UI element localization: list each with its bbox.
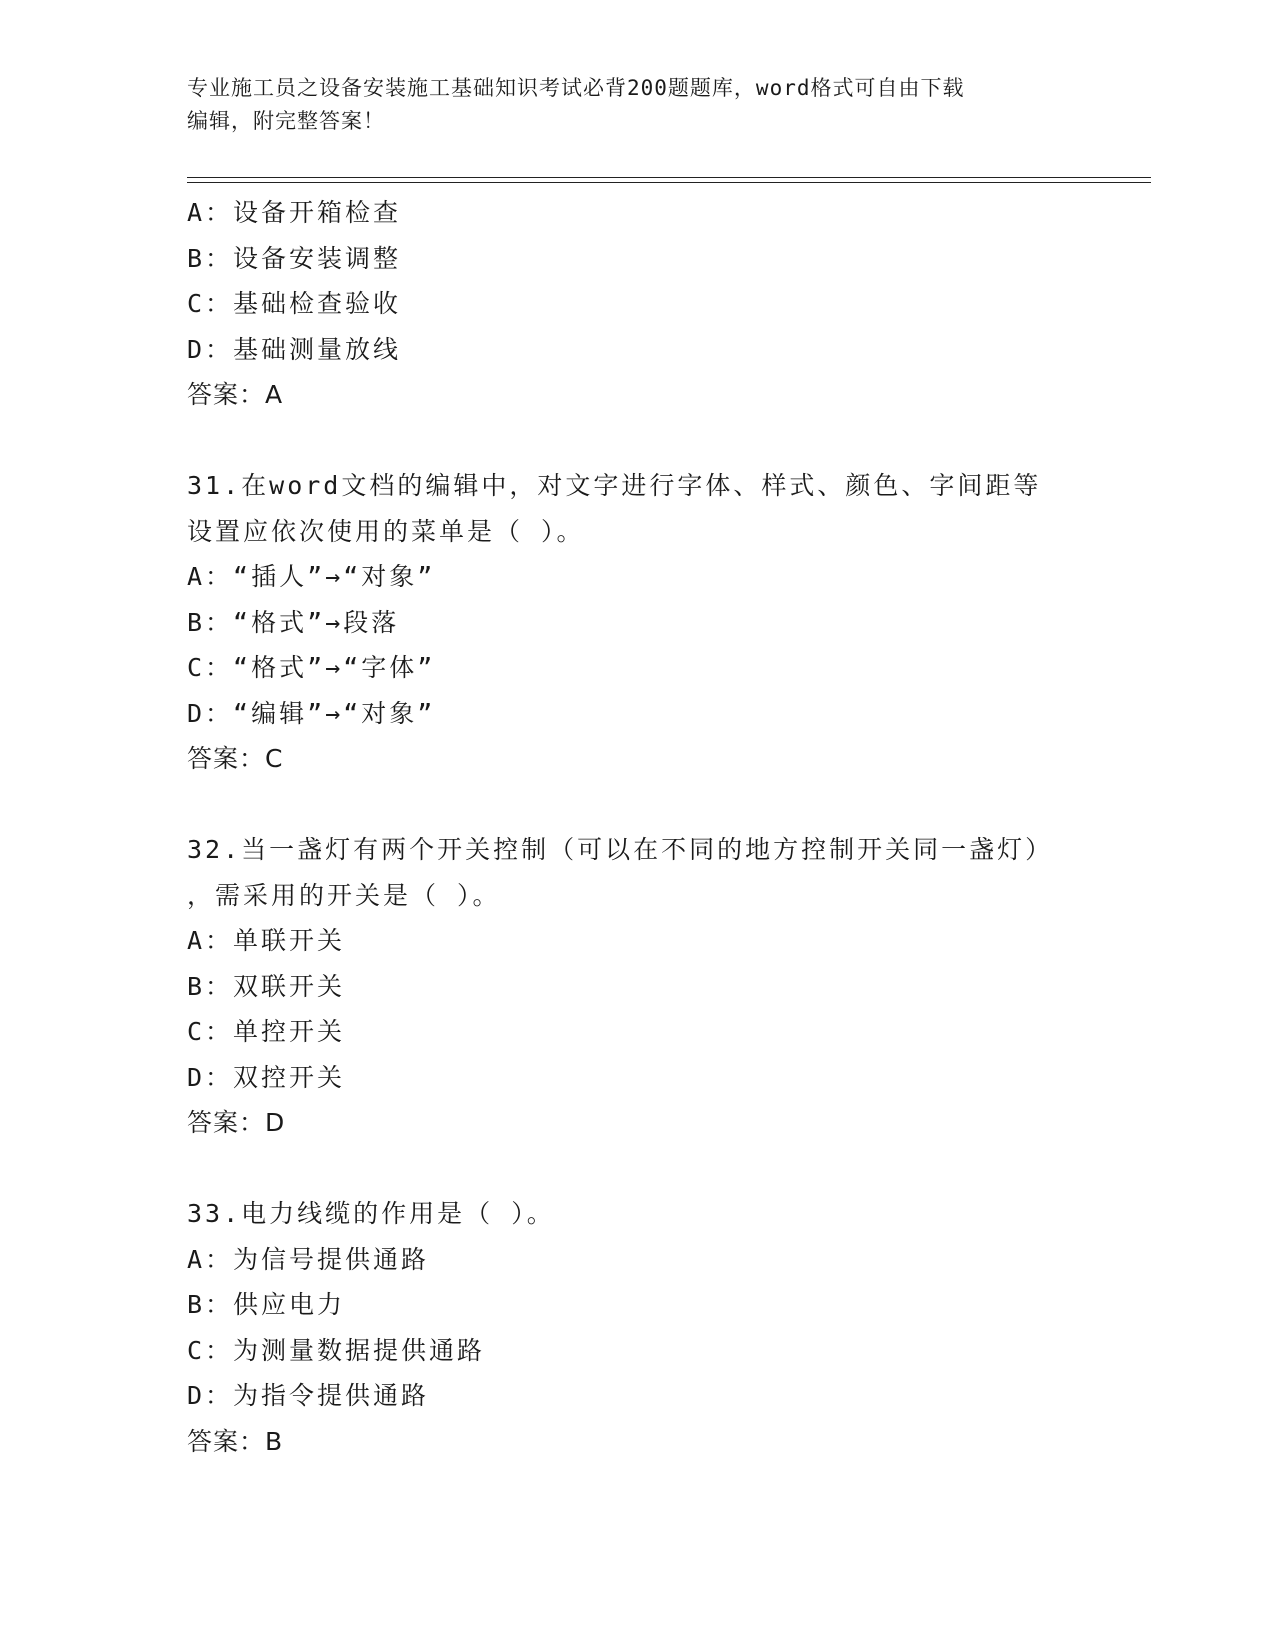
question-30-options [187, 190, 1087, 418]
question-32 [187, 827, 1087, 1146]
option-d: D：双控开关 [187, 1062, 346, 1092]
option-d: D：基础测量放线 [187, 334, 402, 364]
question-stem: 31.在word文档的编辑中，对文字进行字体、样式、颜色、字间距等 [187, 471, 1042, 500]
answer-line: 答案：D [187, 1108, 286, 1137]
header-line-1: 专业施工员之设备安装施工基础知识考试必背200题题库，word格式可自由下载 [187, 76, 965, 100]
answer-line: 答案：C [187, 744, 284, 773]
document-header [187, 72, 1067, 138]
spacer [187, 782, 1087, 828]
option-c: C：为测量数据提供通路 [187, 1335, 486, 1365]
option-a: A：单联开关 [187, 926, 346, 955]
spacer [187, 1146, 1087, 1192]
option-a: A：为信号提供通路 [187, 1244, 430, 1274]
spacer [187, 418, 1087, 464]
question-stem: 33.电力线缆的作用是（ ）。 [187, 1199, 555, 1228]
option-b: B：供应电力 [187, 1290, 346, 1319]
header-line-2: 编辑，附完整答案！ [187, 109, 385, 133]
answer-line: 答案：A [187, 380, 284, 409]
answer-line: 答案：B [187, 1426, 284, 1456]
question-33 [187, 1191, 1087, 1464]
header-divider-top [187, 177, 1151, 178]
option-c: C：“格式”→“字体” [187, 653, 436, 682]
option-c: C：基础检查验收 [187, 289, 402, 318]
option-d: D：“编辑”→“对象” [187, 698, 436, 728]
option-d: D：为指令提供通路 [187, 1381, 430, 1410]
document-body [187, 190, 1087, 1464]
question-stem-continued: ，需采用的开关是（ ）。 [187, 880, 501, 910]
option-c: C：单控开关 [187, 1017, 346, 1046]
option-b: B：“格式”→段落 [187, 607, 400, 637]
question-stem-continued: 设置应依次使用的菜单是（ ）。 [187, 516, 585, 546]
option-b: B：双联开关 [187, 971, 346, 1001]
option-a: A：设备开箱检查 [187, 198, 402, 227]
question-stem: 32.当一盏灯有两个开关控制（可以在不同的地方控制开关同一盏灯） [187, 835, 1054, 864]
option-b: B：设备安装调整 [187, 243, 402, 273]
option-a: A：“插人”→“对象” [187, 562, 436, 591]
header-divider-bottom [187, 182, 1151, 183]
question-31 [187, 463, 1087, 782]
